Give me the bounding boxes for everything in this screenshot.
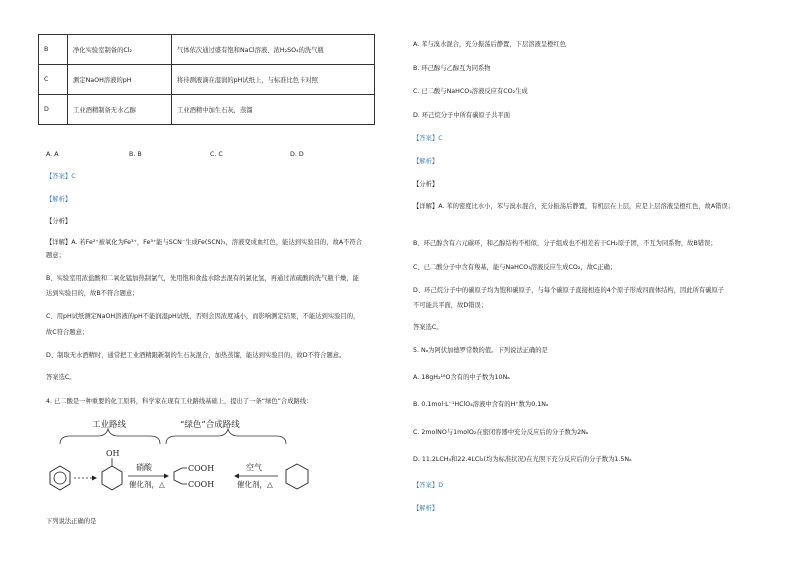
table-cell-method: 工业酒精中加生石灰，蒸馏 bbox=[172, 95, 375, 125]
table-row bbox=[39, 95, 375, 125]
detail-line: 题意； bbox=[46, 252, 65, 259]
answer-tag: 【答案】C bbox=[46, 173, 76, 180]
table-cell-purpose: 测定NaOH溶液的pH bbox=[68, 65, 172, 95]
benzene-structure bbox=[50, 466, 70, 490]
table-cell-option: C bbox=[39, 65, 68, 95]
table-cell-option: D bbox=[39, 95, 68, 125]
detail-line: D、环己烷分子中的碳原子均为饱和碳原子，与每个碳原子直接相连的4个原子形成四面体结构，因此所有碳原子 bbox=[413, 287, 725, 294]
conclusion: 答案选C。 bbox=[46, 374, 76, 381]
table-row bbox=[39, 65, 375, 95]
table-cell-option: B bbox=[39, 35, 68, 65]
choice-c: C. C bbox=[210, 151, 223, 158]
oh-label: OH bbox=[106, 449, 120, 458]
table-cell-purpose: 工业酒精制备无水乙醇 bbox=[68, 95, 172, 125]
green-route-label: “绿色”合成路线 bbox=[180, 420, 240, 430]
q5-stem: 5. Nₐ为阿伏加德罗常数的值。下列说法正确的是 bbox=[413, 347, 548, 354]
q5-option-d: D. 11.2LCH₄和22.4LCl₂(均为标准状况)在光照下充分反应后的分子数为1.5Nₐ bbox=[413, 456, 632, 463]
choice-b: B. B bbox=[129, 151, 142, 158]
catalyst-heat-label-2: 催化剂，△ bbox=[237, 480, 273, 489]
conclusion: 答案选C。 bbox=[413, 324, 443, 331]
cooh-bottom-label: COOH bbox=[188, 480, 215, 489]
analysis-tag: 【解析】 bbox=[46, 196, 72, 203]
synthesis-scheme bbox=[40, 418, 360, 510]
q5-option-b: B. 0.1mol·L⁻¹HClO₄溶液中含有的H⁺数为0.1Nₐ bbox=[413, 401, 549, 408]
option-b: B. 环己醇与乙醇互为同系物 bbox=[413, 65, 491, 72]
choice-a: A. A bbox=[46, 151, 59, 158]
fenxi-tag: 【分析】 bbox=[413, 181, 439, 188]
table-cell-method: 将待测液滴在湿润的pH试纸上，与标准比色卡对照 bbox=[172, 65, 375, 95]
detail-line: B、实验室用浓盐酸和二氧化锰加热制氯气，先用饱和食盐水除去混有的氯化氢，再通过浓硫酸的洗气瓶干燥，能 bbox=[46, 275, 359, 282]
q5-option-c: C. 2molNO与1molO₂在密闭容器中充分反应后的分子数为2Nₐ bbox=[413, 429, 589, 436]
detail-line: 达到实验目的，故B不符合题意； bbox=[46, 290, 139, 297]
detail-line: B、环己醇含有六元碳环，和乙醇结构不相似，分子组成也不相差若干CH₂原子团，不互为同系物，故B错误； bbox=[413, 240, 717, 247]
experiment-table bbox=[38, 34, 375, 125]
table-cell-purpose: 净化实验室制备的Cl₂ bbox=[68, 35, 172, 65]
cyclohexane-structure bbox=[286, 464, 308, 489]
fenxi-tag: 【分析】 bbox=[46, 218, 72, 225]
answer-tag: 【答案】C bbox=[413, 135, 443, 142]
detail-line: 【详解】A. 若Fe²⁺被氧化为Fe³⁺，Fe³⁺能与SCN⁻生成Fe(SCN)₃，溶液变成血红色，能达到实验目的，故A不符合 bbox=[46, 239, 363, 246]
answer-tag-2: 【答案】D bbox=[413, 482, 444, 489]
air-label: 空气 bbox=[246, 463, 262, 472]
q5-option-a: A. 18gH₂¹⁸O含有的中子数为10Nₐ bbox=[413, 374, 510, 381]
analysis-tag: 【解析】 bbox=[413, 158, 439, 165]
detail-line: C、已二酸分子中含有羧基，能与NaHCO₃溶液反应生成CO₂，故C正确； bbox=[413, 264, 617, 271]
option-d: D. 环己烷分子中所有碳原子共平面 bbox=[413, 112, 511, 119]
q4-stem: 4. 已二酸是一种重要的化工原料，科学家在现有工业路线基础上，提出了一条“绿色”合成路线： bbox=[46, 398, 313, 405]
detail-line: 不可能共平面，故D错误； bbox=[413, 302, 488, 309]
analysis-tag-2: 【解析】 bbox=[413, 505, 439, 512]
option-c: C. 已二酸与NaHCO₃溶液反应有CO₂生成 bbox=[413, 88, 528, 95]
industrial-route-label: 工业路线 bbox=[92, 420, 127, 430]
detail-line: 【详解】A. 苯的密度比水小，苯与溴水混合，充分振荡后静置，有机层在上层，应是上层溶液呈橙红色，故A错误； bbox=[413, 203, 735, 210]
catalyst-heat-label-1: 催化剂，△ bbox=[129, 480, 165, 489]
cooh-top-label: COOH bbox=[188, 464, 215, 473]
adipic-acid-structure bbox=[174, 464, 214, 489]
choice-d: D. D bbox=[290, 151, 304, 158]
detail-line: C、用pH试纸测定NaOH溶液的pH不能润湿pH试纸，否则会因浓度减小，而影响测定结果，不能达到实验目的， bbox=[46, 313, 360, 320]
nitric-acid-label: 硝酸 bbox=[136, 463, 152, 472]
detail-line: 故C符合题意； bbox=[46, 329, 89, 336]
cyclohexanol-structure bbox=[102, 449, 122, 490]
table-row bbox=[39, 35, 375, 65]
detail-line: D、制取无水酒精时，通常把工业酒精跟新制的生石灰混合，加热蒸馏，能达到实验目的，故D不符合题意。 bbox=[46, 352, 346, 359]
option-a: A. 苯与溴水混合，充分振荡后静置，下层溶液呈橙红色 bbox=[413, 41, 567, 48]
q4-prompt: 下列说法正确的是 bbox=[46, 518, 97, 525]
table-cell-method: 气体依次通过盛有饱和NaCl溶液、浓H₂SO₄的洗气瓶 bbox=[172, 35, 375, 65]
